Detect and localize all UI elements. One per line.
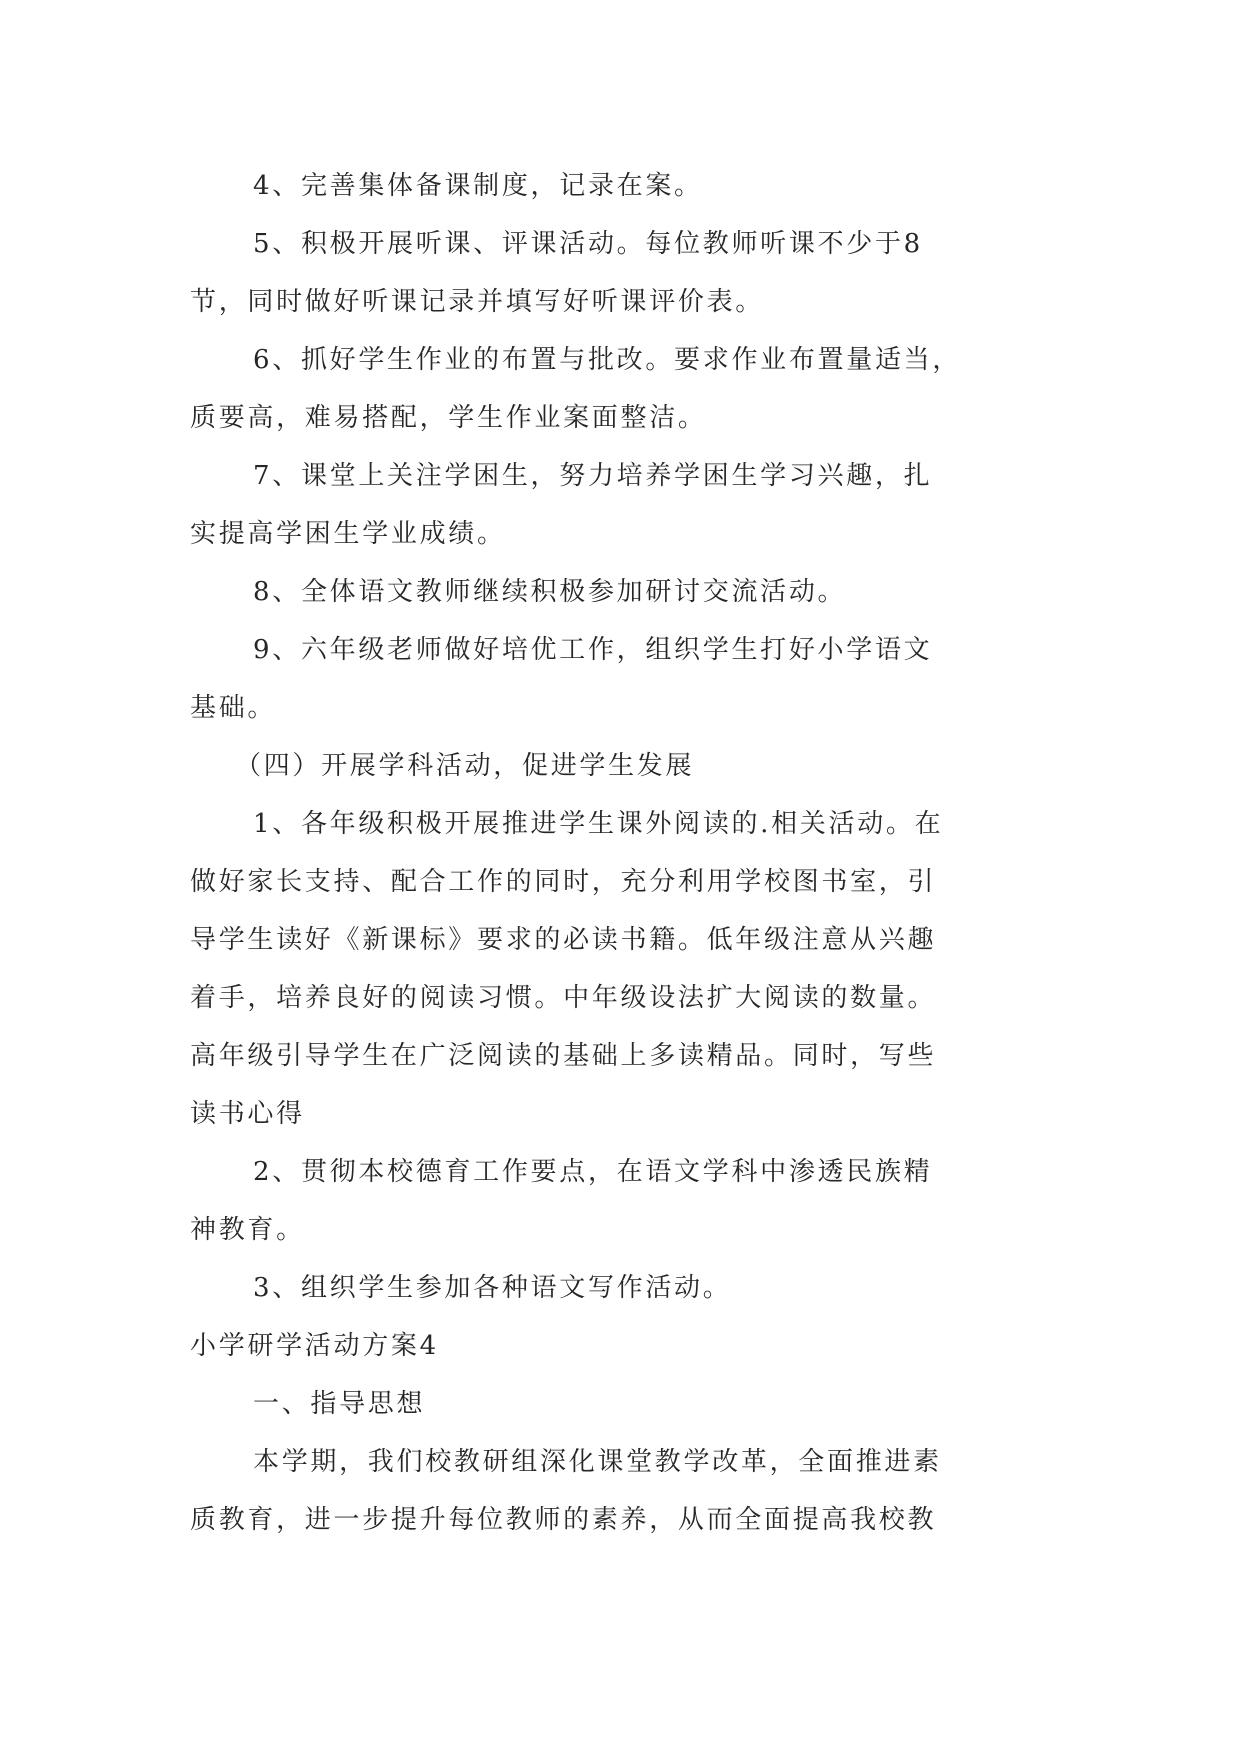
- text-line: 3、组织学生参加各种语文写作活动。: [253, 1273, 732, 1303]
- text-line: 实提高学困生学业成绩。: [190, 519, 506, 549]
- text-line: 质教育，进一步提升每位教师的素养，从而全面提高我校教: [190, 1505, 937, 1535]
- text-line: 高年级引导学生在广泛阅读的基础上多读精品。同时，写些: [190, 1041, 937, 1071]
- text-line: 8、全体语文教师继续积极参加研讨交流活动。: [253, 577, 847, 607]
- text-line: 本学期，我们校教研组深化课堂教学改革，全面推进素: [253, 1447, 942, 1477]
- text-line: 基础。: [190, 693, 277, 723]
- text-line: 神教育。: [190, 1215, 305, 1245]
- text-line: 5、积极开展听课、评课活动。每位教师听课不少于8: [253, 229, 923, 259]
- text-line: 9、六年级老师做好培优工作，组织学生打好小学语文: [253, 635, 933, 665]
- text-line: 4、完善集体备课制度，记录在案。: [253, 171, 703, 201]
- text-line: 2、贯彻本校德育工作要点，在语文学科中渗透民族精: [253, 1157, 933, 1187]
- section-heading: （四）开展学科活动，促进学生发展: [235, 751, 695, 781]
- text-line: 着手，培养良好的阅读习惯。中年级设法扩大阅读的数量。: [190, 983, 937, 1013]
- document-body: [190, 157, 1010, 1549]
- text-line: 节，同时做好听课记录并填写好听课评价表。: [190, 287, 765, 317]
- text-line: 读书心得: [190, 1099, 305, 1129]
- text-line: 质要高，难易搭配，学生作业案面整洁。: [190, 403, 707, 433]
- text-line: 导学生读好《新课标》要求的必读书籍。低年级注意从兴趣: [190, 925, 937, 955]
- text-line: 1、各年级积极开展推进学生课外阅读的.相关活动。在: [253, 809, 944, 839]
- document-title: 小学研学活动方案4: [190, 1331, 439, 1361]
- text-line: 7、课堂上关注学困生，努力培养学困生学习兴趣，扎: [253, 461, 933, 491]
- text-line: 做好家长支持、配合工作的同时，充分利用学校图书室，引: [190, 867, 937, 897]
- section-heading: 一、指导思想: [253, 1389, 426, 1419]
- text-line: 6、抓好学生作业的布置与批改。要求作业布置量适当，: [253, 345, 962, 375]
